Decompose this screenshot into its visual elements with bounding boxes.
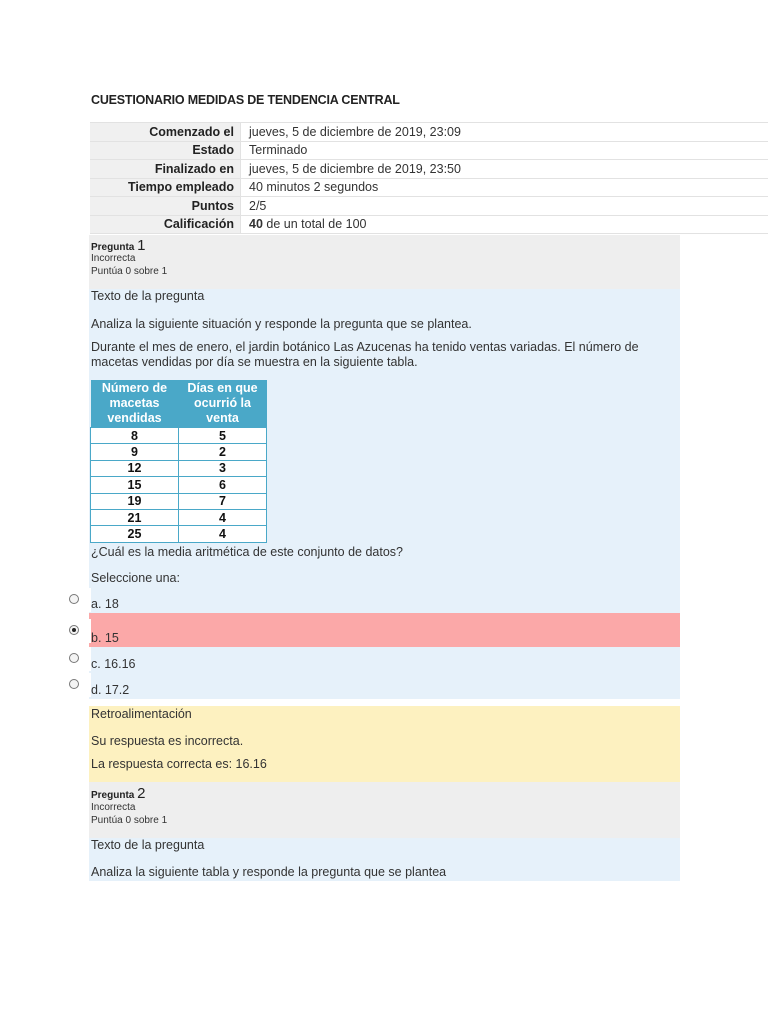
question-label: Pregunta xyxy=(91,790,135,801)
option-b-label[interactable]: b. 15 xyxy=(91,631,119,645)
question-1-info xyxy=(89,235,680,289)
table-cell: 19 xyxy=(91,493,179,509)
table-cell: 21 xyxy=(91,509,179,525)
feedback-correct-answer: La respuesta correcta es: 16.16 xyxy=(91,757,267,771)
table-cell: 15 xyxy=(91,477,179,493)
grade-total: de un total de 100 xyxy=(266,217,367,232)
question-intro: Analiza la siguiente tabla y responde la pregunta que se plantea xyxy=(91,865,447,879)
summary-label: Tiempo empleado xyxy=(90,178,241,197)
table-cell: 25 xyxy=(91,526,179,542)
question-context-line: Durante el mes de enero, el jardin botánico Las Azucenas ha tenido ventas variadas. El número de xyxy=(91,340,639,354)
summary-label: Finalizado en xyxy=(90,160,241,179)
radio-icon xyxy=(69,594,79,604)
table-header: Días en que ocurrió la venta xyxy=(179,380,267,428)
feedback-result: Su respuesta es incorrecta. xyxy=(91,734,244,748)
option-a-radio[interactable] xyxy=(66,588,91,612)
question-text-heading: Texto de la pregunta xyxy=(91,289,205,303)
question-text-heading: Texto de la pregunta xyxy=(91,838,205,852)
question-number-value: 1 xyxy=(137,237,146,254)
grade-value: 40 xyxy=(249,217,263,232)
table-cell: 8 xyxy=(91,428,179,444)
option-c-label[interactable]: c. 16.16 xyxy=(91,657,136,671)
table-cell: 9 xyxy=(91,444,179,460)
page-title: CUESTIONARIO MEDIDAS DE TENDENCIA CENTRAL xyxy=(91,93,400,107)
option-d-label[interactable]: d. 17.2 xyxy=(91,683,130,697)
summary-row xyxy=(90,141,768,160)
table-cell: 4 xyxy=(179,526,267,542)
selected-answer-highlight xyxy=(89,613,680,647)
question-score: Puntúa 0 sobre 1 xyxy=(91,815,168,826)
table-row xyxy=(91,428,267,444)
summary-label: Calificación xyxy=(90,215,241,234)
question-score: Puntúa 0 sobre 1 xyxy=(91,266,168,277)
summary-value xyxy=(241,215,768,234)
summary-label: Estado xyxy=(90,141,241,160)
feedback-heading: Retroalimentación xyxy=(91,707,192,721)
question-context-line: macetas vendidas por día se muestra en la siguiente tabla. xyxy=(91,355,418,369)
summary-row xyxy=(90,215,768,234)
sales-data-table xyxy=(90,380,267,543)
summary-label: Puntos xyxy=(90,197,241,216)
table-cell: 2 xyxy=(179,444,267,460)
summary-row xyxy=(90,197,768,216)
table-cell: 5 xyxy=(179,428,267,444)
radio-icon xyxy=(69,679,79,689)
question-state: Incorrecta xyxy=(91,253,136,264)
question-prompt: ¿Cuál es la media aritmética de este conjunto de datos? xyxy=(91,545,403,559)
question-number-value: 2 xyxy=(137,785,146,802)
table-header: Número de macetas vendidas xyxy=(91,380,179,428)
table-row xyxy=(91,444,267,460)
question-intro: Analiza la siguiente situación y responde la pregunta que se plantea. xyxy=(91,317,472,331)
option-d-radio[interactable] xyxy=(66,673,91,697)
table-row xyxy=(91,509,267,525)
table-row xyxy=(91,477,267,493)
question-number xyxy=(91,237,145,254)
option-b-radio[interactable] xyxy=(66,619,91,643)
summary-value: jueves, 5 de diciembre de 2019, 23:09 xyxy=(241,123,768,142)
summary-row xyxy=(90,178,768,197)
summary-value: Terminado xyxy=(241,141,768,160)
summary-row xyxy=(90,160,768,179)
table-cell: 12 xyxy=(91,460,179,476)
summary-value: jueves, 5 de diciembre de 2019, 23:50 xyxy=(241,160,768,179)
summary-label: Comenzado el xyxy=(90,123,241,142)
table-row xyxy=(91,460,267,476)
table-cell: 6 xyxy=(179,477,267,493)
radio-icon xyxy=(69,653,79,663)
table-cell: 3 xyxy=(179,460,267,476)
radio-checked-icon xyxy=(69,625,79,635)
summary-value: 2/5 xyxy=(241,197,768,216)
summary-row xyxy=(90,123,768,142)
select-prompt: Seleccione una: xyxy=(91,571,180,585)
table-cell: 7 xyxy=(179,493,267,509)
table-row xyxy=(91,526,267,542)
question-number xyxy=(91,785,145,802)
question-label: Pregunta xyxy=(91,242,135,253)
question-state: Incorrecta xyxy=(91,802,136,813)
summary-value: 40 minutos 2 segundos xyxy=(241,178,768,197)
table-row xyxy=(91,493,267,509)
option-c-radio[interactable] xyxy=(66,647,91,671)
question-2-info xyxy=(89,782,680,838)
option-a-label[interactable]: a. 18 xyxy=(91,597,119,611)
attempt-summary-table xyxy=(90,122,768,234)
table-cell: 4 xyxy=(179,509,267,525)
